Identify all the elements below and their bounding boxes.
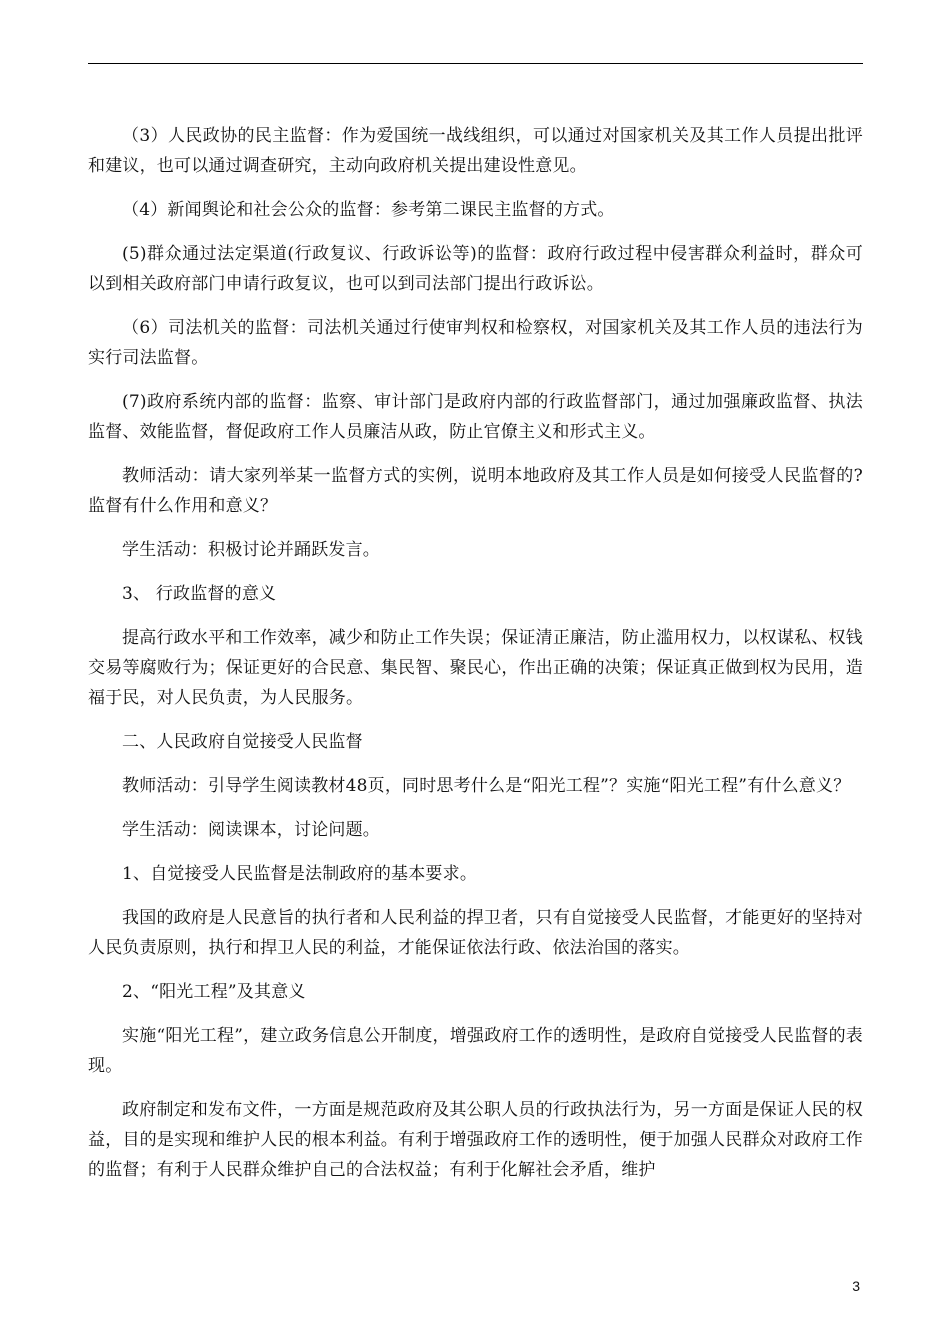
paragraph-judicial-supervision: （6）司法机关的监督：司法机关通过行使审判权和检察权，对国家机关及其工作人员的违法行为实行司法监督。 [88,318,863,368]
heading-sunshine-project: 2、“阳光工程”及其意义 [122,982,306,1002]
paragraph-significance-details: 提高行政水平和工作效率，减少和防止工作失误；保证清正廉洁，防止滥用权力，以权谋私、权钱交易等腐败行为；保证更好的合民意、集民智、聚民心，作出正确的决策；保证真正做到权为民用，造福于民，对人民负责，为人民服务。 [88,628,863,708]
header-rule [88,63,863,64]
paragraph-teacher-activity-1: 教师活动：请大家列举某一监督方式的实例，说明本地政府及其工作人员是如何接受人民监督的?监督有什么作用和意义？ [88,466,863,516]
paragraph-student-activity-2: 学生活动：阅读课本，讨论问题。 [122,820,380,840]
paragraph-people-cppcc-supervision: （3）人民政协的民主监督：作为爱国统一战线组织，可以通过对国家机关及其工作人员提出批评和建议，也可以通过调查研究，主动向政府机关提出建设性意见。 [88,126,863,176]
paragraph-basic-requirement-details: 我国的政府是人民意旨的执行者和人民利益的捍卫者，只有自觉接受人民监督，才能更好的坚持对人民负责原则，执行和捍卫人民的利益，才能保证依法行政、依法治国的落实。 [88,908,863,958]
paragraph-internal-government-supervision: (7)政府系统内部的监督：监察、审计部门是政府内部的行政监督部门，通过加强廉政监督、执法监督、效能监督，督促政府工作人员廉洁从政，防止官僚主义和形式主义。 [88,392,863,442]
paragraph-student-activity-1: 学生活动：积极讨论并踊跃发言。 [122,540,380,560]
paragraph-government-documents: 政府制定和发布文件，一方面是规范政府及其公职人员的行政执法行为，另一方面是保证人民的权益，目的是实现和维护人民的根本利益。有利于增强政府工作的透明性，便于加强人民群众对政府工作的监督；有利于人民群众维护自己的合法权益；有利于化解社会矛盾，维护 [88,1100,863,1180]
document-body [88,121,863,1199]
paragraph-sunshine-project-implementation: 实施“阳光工程”，建立政务信息公开制度，增强政府工作的透明性，是政府自觉接受人民监督的表现。 [88,1026,863,1076]
paragraph-media-public-supervision: （4）新闻舆论和社会公众的监督：参考第二课民主监督的方式。 [122,200,615,220]
heading-significance-of-administrative-supervision: 3、 行政监督的意义 [122,584,277,604]
heading-basic-requirement: 1、自觉接受人民监督是法制政府的基本要求。 [122,864,478,884]
paragraph-teacher-activity-2: 教师活动：引导学生阅读教材48页，同时思考什么是“阳光工程”？实施“阳光工程”有什么意义？ [122,776,851,796]
paragraph-masses-legal-channel-supervision: (5)群众通过法定渠道(行政复议、行政诉讼等)的监督：政府行政过程中侵害群众利益时，群众可以到相关政府部门申请行政复议，也可以到司法部门提出行政诉讼。 [88,244,863,294]
heading-section-two: 二、人民政府自觉接受人民监督 [122,732,363,752]
page-number: 3 [852,1278,860,1294]
